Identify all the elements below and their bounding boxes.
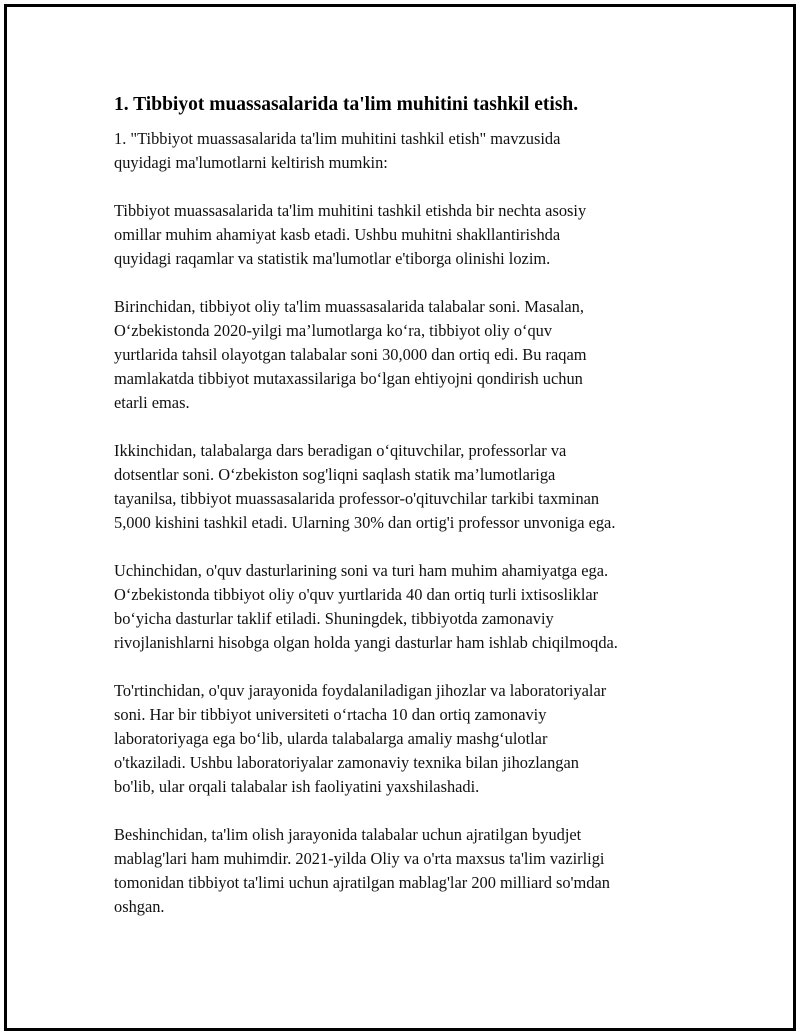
paragraph-intro bbox=[114, 127, 684, 175]
text-line: tomonidan tibbiyot ta'limi uchun ajratilgan mablag'lar 200 milliard so'mdan bbox=[114, 873, 610, 892]
text-line: dotsentlar soni. O‘zbekiston sog'liqni saqlash statik ma’lumotlariga bbox=[114, 465, 556, 484]
text-line: yurtlarida tahsil olayotgan talabalar soni 30,000 dan ortiq edi. Bu raqam bbox=[114, 345, 587, 364]
text-line: bo‘yicha dasturlar taklif etiladi. Shuningdek, tibbiyotda zamonaviy bbox=[114, 609, 554, 628]
text-line: oshgan. bbox=[114, 897, 165, 916]
text-line: omillar muhim ahamiyat kasb etadi. Ushbu muhitni shakllantirishda bbox=[114, 225, 561, 244]
text-line: O‘zbekistonda tibbiyot oliy o'quv yurtlarida 40 dan ortiq turli ixtisosliklar bbox=[114, 585, 599, 604]
text-line: Ikkinchidan, talabalarga dars beradigan o‘qituvchilar, professorlar va bbox=[114, 441, 567, 460]
paragraph-overview bbox=[114, 199, 684, 271]
paragraph-fifth bbox=[114, 823, 684, 919]
text-line: bo'lib, ular orqali talabalar ish faoliyatini yaxshilashadi. bbox=[114, 777, 480, 796]
text-line: o'tkaziladi. Ushbu laboratoriyalar zamonaviy texnika bilan jihozlangan bbox=[114, 753, 579, 772]
paragraph-fourth bbox=[114, 679, 684, 799]
text-line: etarli emas. bbox=[114, 393, 190, 412]
paragraph-first bbox=[114, 295, 684, 415]
document-body bbox=[114, 92, 684, 943]
text-line: O‘zbekistonda 2020-yilgi ma’lumotlarga ko‘ra, tibbiyot oliy o‘quv bbox=[114, 321, 553, 340]
text-line: rivojlanishlarni hisobga olgan holda yangi dasturlar ham ishlab chiqilmoqda. bbox=[114, 633, 618, 652]
text-line: soni. Har bir tibbiyot universiteti o‘rtacha 10 dan ortiq zamonaviy bbox=[114, 705, 547, 724]
text-line: Birinchidan, tibbiyot oliy ta'lim muassasalarida talabalar soni. Masalan, bbox=[114, 297, 584, 316]
paragraph-second bbox=[114, 439, 684, 535]
document-title: 1. Tibbiyot muassasalarida ta'lim muhitini tashkil etish. bbox=[114, 94, 579, 115]
text-line: mablag'lari ham muhimdir. 2021-yilda Oliy va o'rta maxsus ta'lim vazirligi bbox=[114, 849, 605, 868]
text-line: 1. "Tibbiyot muassasalarida ta'lim muhitini tashkil etish" mavzusida bbox=[114, 129, 561, 148]
text-line: quyidagi ma'lumotlarni keltirish mumkin: bbox=[114, 153, 388, 172]
text-line: To'rtinchidan, o'quv jarayonida foydalaniladigan jihozlar va laboratoriyalar bbox=[114, 681, 607, 700]
text-line: Tibbiyot muassasalarida ta'lim muhitini tashkil etishda bir nechta asosiy bbox=[114, 201, 587, 220]
paragraph-third bbox=[114, 559, 684, 655]
text-line: mamlakatda tibbiyot mutaxassilariga bo‘lgan ehtiyojni qondirish uchun bbox=[114, 369, 583, 388]
text-line: laboratoriyaga ega bo‘lib, ularda talabalarga amaliy mashg‘ulotlar bbox=[114, 729, 548, 748]
text-line: quyidagi raqamlar va statistik ma'lumotlar e'tiborga olinishi lozim. bbox=[114, 249, 551, 268]
text-line: tayanilsa, tibbiyot muassasalarida professor-o'qituvchilar tarkibi taxminan bbox=[114, 489, 600, 508]
text-line: Beshinchidan, ta'lim olish jarayonida talabalar uchun ajratilgan byudjet bbox=[114, 825, 582, 844]
text-line: Uchinchidan, o'quv dasturlarining soni va turi ham muhim ahamiyatga ega. bbox=[114, 561, 609, 580]
text-line: 5,000 kishini tashkil etadi. Ularning 30% dan ortig'i professor unvoniga ega. bbox=[114, 513, 616, 532]
